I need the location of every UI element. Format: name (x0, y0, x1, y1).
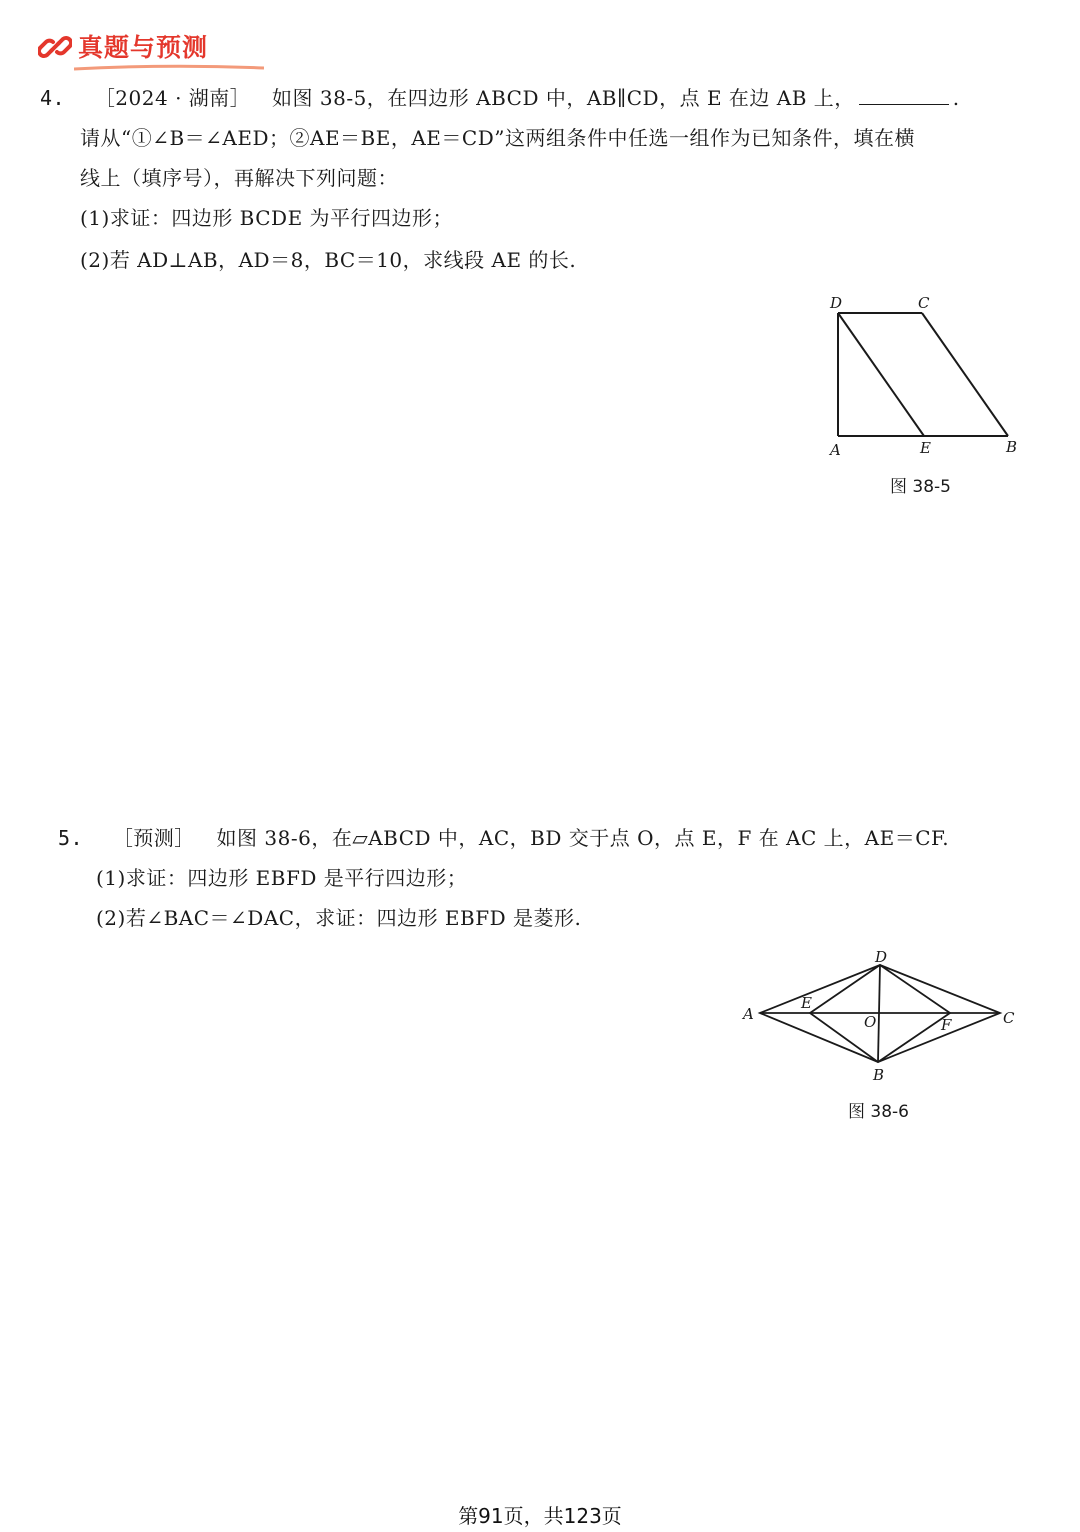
diagonal-bd (878, 965, 880, 1062)
q5-part1: (1)求证：四边形 EBFD 是平行四边形； (96, 866, 468, 890)
q5-part2: (2)若∠BAC＝∠DAC，求证：四边形 EBFD 是菱形. (96, 906, 582, 930)
q4-part1: (1)求证：四边形 BCDE 为平行四边形； (80, 206, 454, 230)
q4-line1-end: . (952, 86, 960, 110)
label-o: O (864, 1013, 877, 1031)
q4-line3: 线上（填序号），再解决下列问题： (80, 166, 398, 190)
q4-source: ［2024 · 湖南］ (94, 86, 251, 110)
q4-number: 4. (40, 86, 66, 110)
section-title: 真题与预测 (78, 33, 209, 62)
link-icon (38, 30, 72, 64)
q5-source: ［预测］ (112, 826, 195, 850)
label-a: A (743, 1005, 754, 1023)
q4-line1 (40, 84, 960, 112)
label-b: B (1006, 438, 1018, 456)
q4-line2: 请从“①∠B＝∠AED；②AE＝BE，AE＝CD”这两组条件中任选一组作为已知条件，填在横 (80, 126, 915, 150)
segment-de (838, 313, 924, 436)
label-f: F (941, 1016, 952, 1034)
title-underline (74, 64, 264, 72)
figure-38-5 (820, 290, 1040, 470)
q4-part2: (2)若 AD⊥AB，AD＝8，BC＝10，求线段 AE 的长. (80, 248, 577, 272)
label-a: A (830, 441, 841, 459)
q5-number: 5. (58, 826, 84, 850)
segment-cb (922, 313, 1008, 436)
label-d: D (875, 948, 888, 966)
label-e: E (920, 439, 931, 457)
answer-blank (859, 86, 949, 105)
page-footer: 第91页，共123页 (458, 1504, 622, 1528)
label-c: C (1003, 1009, 1015, 1027)
figure-38-6 (735, 945, 1025, 1085)
figure-38-5-caption: 图 38-5 (890, 477, 951, 497)
q5-line1 (58, 824, 949, 852)
label-b: B (873, 1066, 885, 1084)
q4-stem: 如图 38-5，在四边形 ABCD 中，AB∥CD，点 E 在边 AB 上， (272, 86, 855, 110)
label-c: C (918, 294, 930, 312)
label-e: E (801, 994, 812, 1012)
label-d: D (830, 294, 843, 312)
q5-stem: 如图 38-6，在▱ABCD 中，AC，BD 交于点 O，点 E，F 在 AC 上，AE＝CF. (216, 826, 950, 850)
figure-38-6-caption: 图 38-6 (848, 1102, 909, 1122)
